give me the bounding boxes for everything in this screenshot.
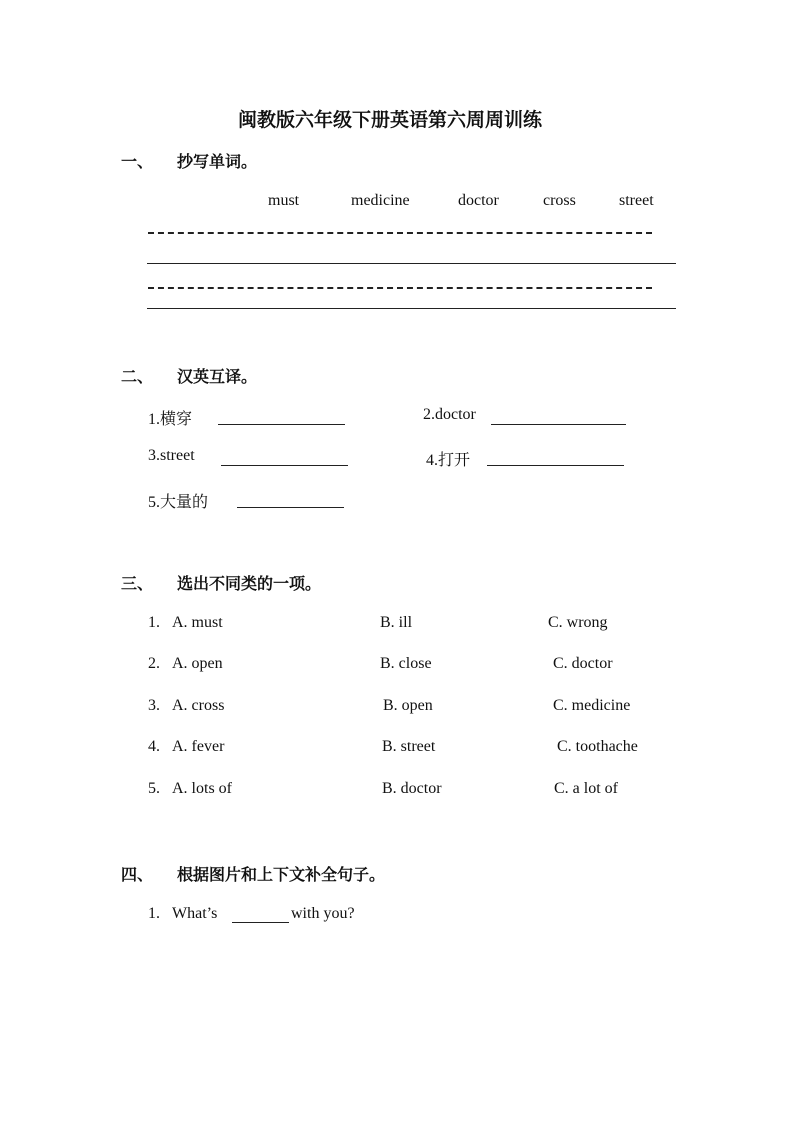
- question-number: 3.: [148, 697, 160, 714]
- translate-item-2: 2.doctor: [423, 406, 476, 423]
- answer-blank-1[interactable]: [218, 424, 345, 425]
- option-b[interactable]: B. street: [382, 738, 436, 755]
- option-b[interactable]: B. open: [383, 697, 433, 714]
- option-b[interactable]: B. close: [380, 655, 432, 672]
- word-street: street: [619, 192, 654, 209]
- question-number: 1.: [148, 905, 160, 922]
- option-a[interactable]: A. must: [172, 614, 223, 631]
- question-number: 1.: [148, 614, 160, 631]
- translate-item-4: 4.打开: [426, 452, 471, 469]
- section-2-heading: 汉英互译。: [177, 367, 258, 386]
- word-medicine: medicine: [351, 192, 410, 209]
- option-c[interactable]: C. toothache: [557, 738, 638, 755]
- option-b[interactable]: B. ill: [380, 614, 413, 631]
- section-4-number: 四、: [121, 865, 154, 884]
- option-c[interactable]: C. medicine: [553, 697, 631, 714]
- writing-line-1: [147, 263, 676, 264]
- section-1-number: 一、: [121, 152, 154, 171]
- option-c[interactable]: C. a lot of: [554, 780, 618, 797]
- option-a[interactable]: A. lots of: [172, 780, 232, 797]
- option-c[interactable]: C. wrong: [548, 614, 608, 631]
- option-a[interactable]: A. open: [172, 655, 223, 672]
- dashed-writing-line-1: [148, 232, 652, 234]
- sentence-end: with you?: [291, 905, 355, 922]
- option-a[interactable]: A. cross: [172, 697, 225, 714]
- section-3-heading: 选出不同类的一项。: [177, 574, 322, 593]
- fill-in-blank[interactable]: [232, 922, 289, 923]
- writing-line-2: [147, 308, 676, 309]
- answer-blank-5[interactable]: [237, 507, 344, 508]
- dashed-writing-line-2: [148, 287, 652, 289]
- question-number: 4.: [148, 738, 160, 755]
- word-doctor: doctor: [458, 192, 499, 209]
- word-must: must: [268, 192, 300, 209]
- translate-item-3: 3.street: [148, 447, 195, 464]
- sentence-start: What’s: [172, 905, 218, 922]
- section-3-number: 三、: [121, 574, 154, 593]
- page-title: 闽教版六年级下册英语第六周周训练: [238, 109, 543, 131]
- section-4-heading: 根据图片和上下文补全句子。: [177, 865, 386, 884]
- section-1-heading: 抄写单词。: [177, 152, 258, 171]
- answer-blank-3[interactable]: [221, 465, 348, 466]
- answer-blank-4[interactable]: [487, 465, 624, 466]
- option-b[interactable]: B. doctor: [382, 780, 442, 797]
- translate-item-5: 5.大量的: [148, 494, 209, 511]
- question-number: 5.: [148, 780, 160, 797]
- section-2-number: 二、: [121, 367, 154, 386]
- question-number: 2.: [148, 655, 160, 672]
- translate-item-1: 1.横穿: [148, 411, 193, 428]
- option-a[interactable]: A. fever: [172, 738, 225, 755]
- option-c[interactable]: C. doctor: [553, 655, 613, 672]
- word-cross: cross: [543, 192, 576, 209]
- answer-blank-2[interactable]: [491, 424, 626, 425]
